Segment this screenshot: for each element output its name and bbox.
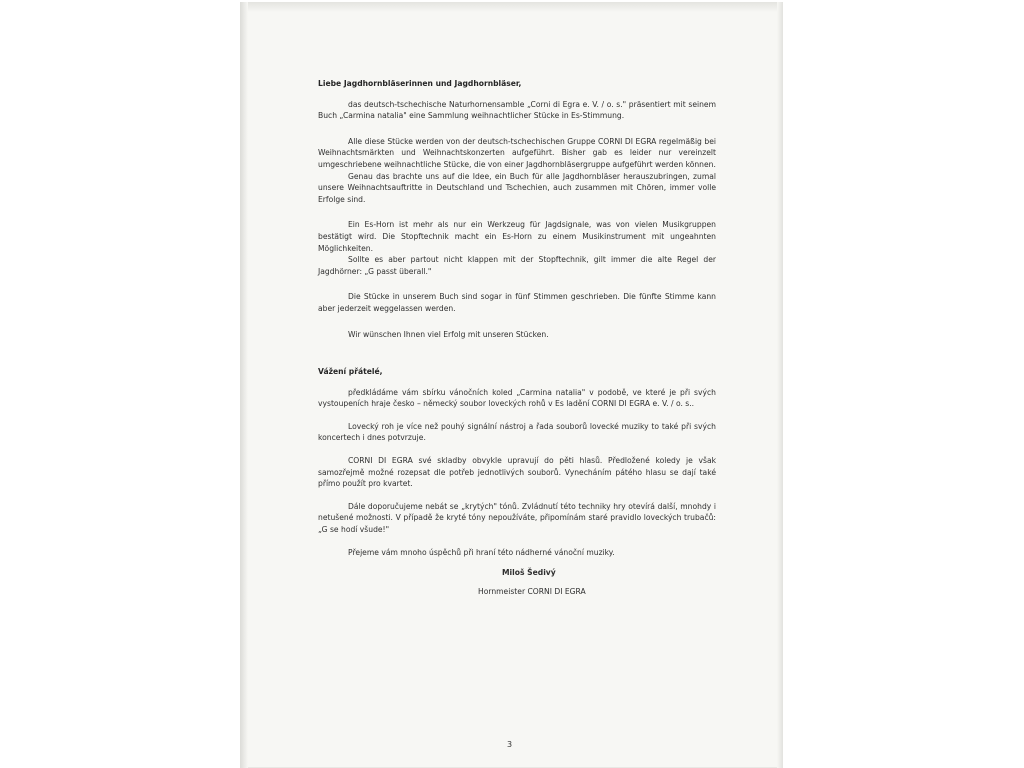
scanned-page — [240, 2, 783, 768]
page-right-edge — [777, 2, 783, 768]
german-paragraph: Sollte es aber partout nicht klappen mit der Stopftechnik, gilt immer die alte Regel der Jagdhörner: „G passt überall." — [318, 255, 716, 276]
german-greeting: Liebe Jagdhornbläserinnen und Jagdhornbläser, — [318, 79, 522, 88]
german-paragraph: das deutsch-tschechische Naturhornensamble „Corni di Egra e. V. / o. s." präsentiert mit seinem Buch „Carmina natalia" eine Sammlung weihnachtlicher Stücke in Es-Stimmung. — [318, 99, 716, 121]
czech-paragraph: Přejeme vám mnoho úspěchů při hraní této nádherné vánoční muziky. — [348, 547, 615, 557]
german-paragraph: Die Stücke in unserem Buch sind sogar in fünf Stimmen geschrieben. Die fünfte Stimme kann aber jederzeit weggelassen werden. — [318, 292, 716, 313]
czech-paragraph: Dále doporučujeme nebát se „krytých" tónů. Zvládnutí této techniky hry otevírá další, mnohdy i netušené možnosti. V případě že kryté tóny nepoužíváte, připomínám staré pravidlo loveckých trubačů: „G se hodí všude!" — [318, 501, 716, 535]
signature-block — [478, 568, 678, 596]
czech-greeting: Vážení přátelé, — [318, 367, 383, 377]
page-number: 3 — [507, 740, 513, 749]
german-paragraph: Wir wünschen Ihnen viel Erfolg mit unseren Stücken. — [348, 329, 549, 339]
german-paragraph: Alle diese Stücke werden von der deutsch-tschechischen Gruppe CORNI DI EGRA regelmäßig bei Weihnachtsmärkten und Weihnachtskonzerten aufgeführt. Bisher gab es leider nur vereinzelt umgeschriebene weihnachtliche Stücke, die von einer Jagdhornbläsergruppe aufgeführt werden können. — [318, 136, 716, 169]
page-left-edge — [240, 2, 248, 768]
czech-paragraph: CORNI DI EGRA své skladby obvykle upravují do pěti hlasů. Předložené koledy je však samozřejmě možné rozepsat dle potřeb jednotlivých souborů. Vynecháním pátého hlasu se dají také přímo použít pro kvartet. — [318, 456, 716, 489]
page-top-edge — [240, 2, 783, 12]
letter-body — [318, 78, 716, 558]
czech-paragraph: Lovecký roh je více než pouhý signální nástroj a řada souborů lovecké muziky to také při svých koncertech i dnes potvrzuje. — [318, 421, 716, 443]
signature-name: Miloš Šedivý — [502, 568, 556, 577]
czech-paragraph: předkládáme vám sbírku vánočních koled „Carmina natalia" v podobě, ve které je při svých vystoupeních hraje česko – německý soubor loveckých rohů v Es ladění CORNI DI EGRA e. V. / o. s.. — [318, 387, 716, 409]
signature-title: Hornmeister CORNI DI EGRA — [478, 587, 586, 596]
german-paragraph: Ein Es-Horn ist mehr als nur ein Werkzeug für Jagdsignale, was von vielen Musikgruppen bestätigt wird. Die Stopftechnik macht ein Es-Horn zu einem Musikinstrument mit ungeahnten Möglichkeiten. — [318, 220, 716, 253]
german-paragraph: Genau das brachte uns auf die Idee, ein Buch für alle Jagdhornbläser herauszubringen, zumal unsere Weihnachtsauftritte in Deutschland und Tschechien, auch zusammen mit Chören, immer volle Erfolge sind. — [318, 171, 716, 204]
